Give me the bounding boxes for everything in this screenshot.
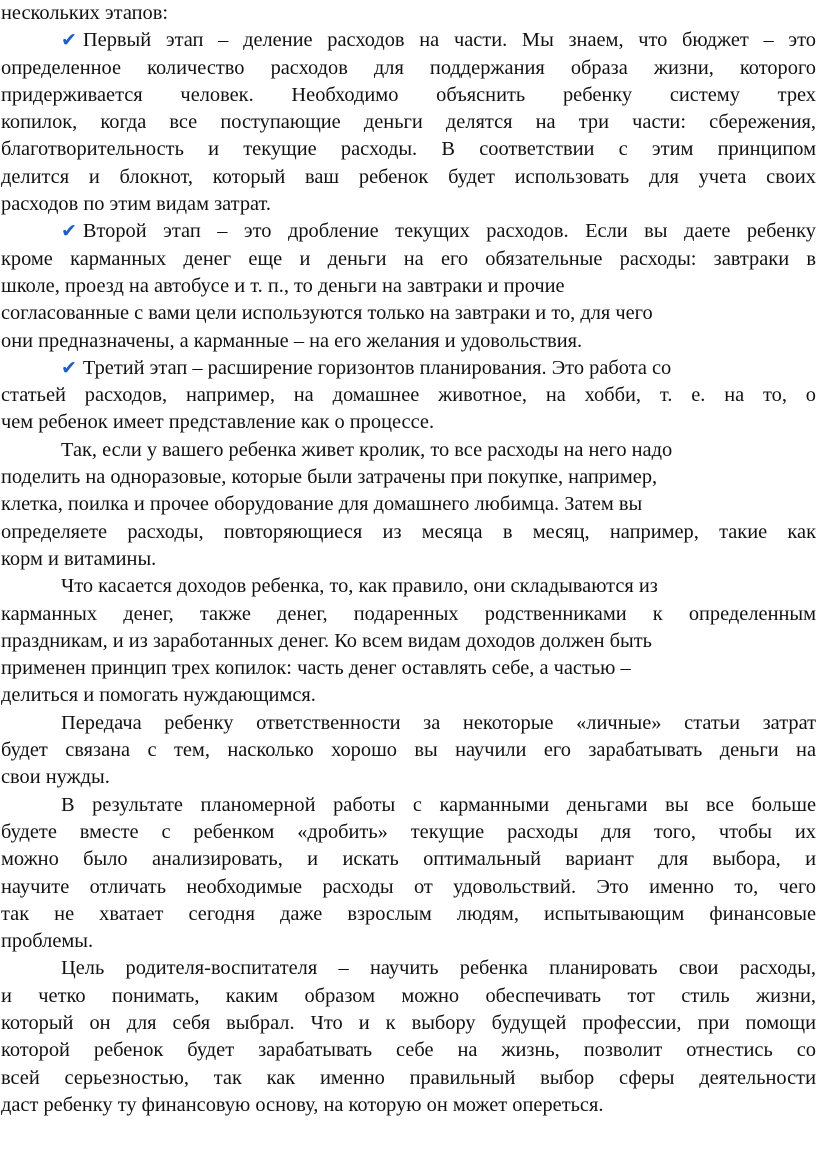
line-text: даст ребенку ту финансовую основу, на которую он может опереться. xyxy=(1,1093,604,1116)
text-line xyxy=(1,1037,816,1064)
text-line xyxy=(1,955,816,982)
text-line xyxy=(1,928,816,955)
text-line xyxy=(1,246,816,273)
line-text: проблемы. xyxy=(1,930,94,953)
text-line xyxy=(1,573,816,600)
line-text: благотворительность и текущие расходы. В соответствии с этим принципом xyxy=(1,138,816,161)
line-text: расходов по этим видам затрат. xyxy=(1,193,272,216)
line-text: карманных денег, также денег, подаренных родственниками к определенным xyxy=(1,602,816,625)
checkmark-icon: ✔ xyxy=(61,29,77,52)
text-line xyxy=(1,409,816,436)
paragraph xyxy=(1,792,816,956)
line-text: можно было анализировать, и искать оптимальный вариант для выбора, и xyxy=(1,848,816,871)
paragraph xyxy=(1,437,816,573)
text-line xyxy=(1,819,816,846)
text-line xyxy=(1,874,816,901)
paragraph xyxy=(1,27,816,218)
text-line xyxy=(1,710,816,737)
text-line xyxy=(1,682,816,709)
line-text: Третий этап – расширение горизонтов планирования. Это работа со xyxy=(82,356,672,379)
text-line xyxy=(1,136,816,163)
text-line xyxy=(1,164,816,191)
line-text: В результате планомерной работы с карманными деньгами вы все больше xyxy=(61,793,816,816)
checkmark-icon: ✔ xyxy=(61,356,77,379)
paragraph xyxy=(1,0,816,27)
text-line xyxy=(1,901,816,928)
paragraph xyxy=(1,710,816,792)
line-text: придерживается человек. Необходимо объяснить ребенку систему трех xyxy=(1,83,816,106)
paragraph xyxy=(1,955,816,1119)
text-line xyxy=(1,519,816,546)
line-text: будет связана с тем, насколько хорошо вы научили его зарабатывать деньги на xyxy=(1,739,816,762)
text-line xyxy=(1,191,816,218)
line-text: Цель родителя-воспитателя – научить ребенка планировать свои расходы, xyxy=(61,957,816,980)
line-text: клетка, поилка и прочее оборудование для домашнего любимца. Затем вы xyxy=(1,493,643,516)
line-text: и четко понимать, каким образом можно обеспечивать тот стиль жизни, xyxy=(1,984,816,1007)
checkmark-icon: ✔ xyxy=(61,220,77,243)
line-text: определенное количество расходов для поддержания образа жизни, которого xyxy=(1,56,816,79)
text-line xyxy=(1,737,816,764)
line-text: определяете расходы, повторяющиеся из месяца в месяц, например, такие как xyxy=(1,520,816,543)
text-line xyxy=(1,0,816,27)
line-text: праздникам, и из заработанных денег. Ко всем видам доходов должен быть xyxy=(1,629,652,652)
line-text: так не хватает сегодня даже взрослым людям, испытывающим финансовые xyxy=(1,902,816,925)
line-text: они предназначены, а карманные – на его желания и удовольствия. xyxy=(1,329,583,352)
line-text: Передача ребенку ответственности за некоторые «личные» статьи затрат xyxy=(61,711,816,734)
text-line xyxy=(1,109,816,136)
text-line xyxy=(1,382,816,409)
line-text: Так, если у вашего ребенка живет кролик, то все расходы на него надо xyxy=(61,438,673,461)
line-text: корм и витамины. xyxy=(1,547,157,570)
line-text: нескольких этапов: xyxy=(1,2,168,24)
text-line xyxy=(1,464,816,491)
line-text: копилок, когда все поступающие деньги делятся на три части: сбережения, xyxy=(1,111,816,134)
line-text: кроме карманных денег еще и деньги на его обязательные расходы: завтраки в xyxy=(1,247,816,270)
line-text: согласованные с вами цели используются только на завтраки и то, для чего xyxy=(1,302,653,325)
line-text: поделить на одноразовые, которые были затрачены при покупке, например, xyxy=(1,466,658,489)
line-text: статьей расходов, например, на домашнее животное, на хобби, т. е. на то, о xyxy=(1,384,816,407)
line-text: школе, проезд на автобусе и т. п., то деньги на завтраки и прочие xyxy=(1,274,565,297)
text-line xyxy=(1,655,816,682)
text-line xyxy=(1,491,816,518)
line-text: чем ребенок имеет представление как о процессе. xyxy=(1,411,435,434)
text-line xyxy=(1,546,816,573)
line-text: делится и блокнот, который ваш ребенок будет использовать для учета своих xyxy=(1,165,816,188)
line-text: будете вместе с ребенком «дробить» текущие расходы для того, чтобы их xyxy=(1,820,816,843)
line-text: свои нужды. xyxy=(1,766,110,789)
line-text: который он для себя выбрал. Что и к выбору будущей профессии, при помощи xyxy=(1,1011,816,1034)
text-line xyxy=(1,27,816,54)
paragraph xyxy=(1,218,816,354)
text-line xyxy=(1,218,816,245)
line-text: применен принцип трех копилок: часть денег оставлять себе, а частью – xyxy=(1,657,631,680)
paragraph xyxy=(1,573,816,709)
line-text: Второй этап – это дробление текущих расходов. Если вы даете ребенку xyxy=(82,220,816,243)
text-line xyxy=(1,355,816,382)
text-line xyxy=(1,1092,816,1119)
text-line xyxy=(1,983,816,1010)
line-text: всей серьезностью, так как именно правильный выбор сферы деятельности xyxy=(1,1066,816,1089)
line-text: Что касается доходов ребенка, то, как правило, они складываются из xyxy=(61,575,658,598)
text-line xyxy=(1,82,816,109)
text-line xyxy=(1,1065,816,1092)
text-line xyxy=(1,328,816,355)
text-line xyxy=(1,846,816,873)
text-line xyxy=(1,437,816,464)
text-line xyxy=(1,628,816,655)
text-line xyxy=(1,55,816,82)
text-line xyxy=(1,300,816,327)
line-text: научите отличать необходимые расходы от удовольствий. Это именно то, чего xyxy=(1,875,816,898)
line-text: делиться и помогать нуждающимся. xyxy=(1,684,316,707)
text-line xyxy=(1,792,816,819)
text-line xyxy=(1,1010,816,1037)
paragraph xyxy=(1,355,816,437)
text-line xyxy=(1,764,816,791)
text-line xyxy=(1,273,816,300)
line-text: которой ребенок будет зарабатывать себе на жизнь, позволит отнестись со xyxy=(1,1039,816,1062)
text-line xyxy=(1,601,816,628)
line-text: Первый этап – деление расходов на части. Мы знаем, что бюджет – это xyxy=(82,29,816,52)
